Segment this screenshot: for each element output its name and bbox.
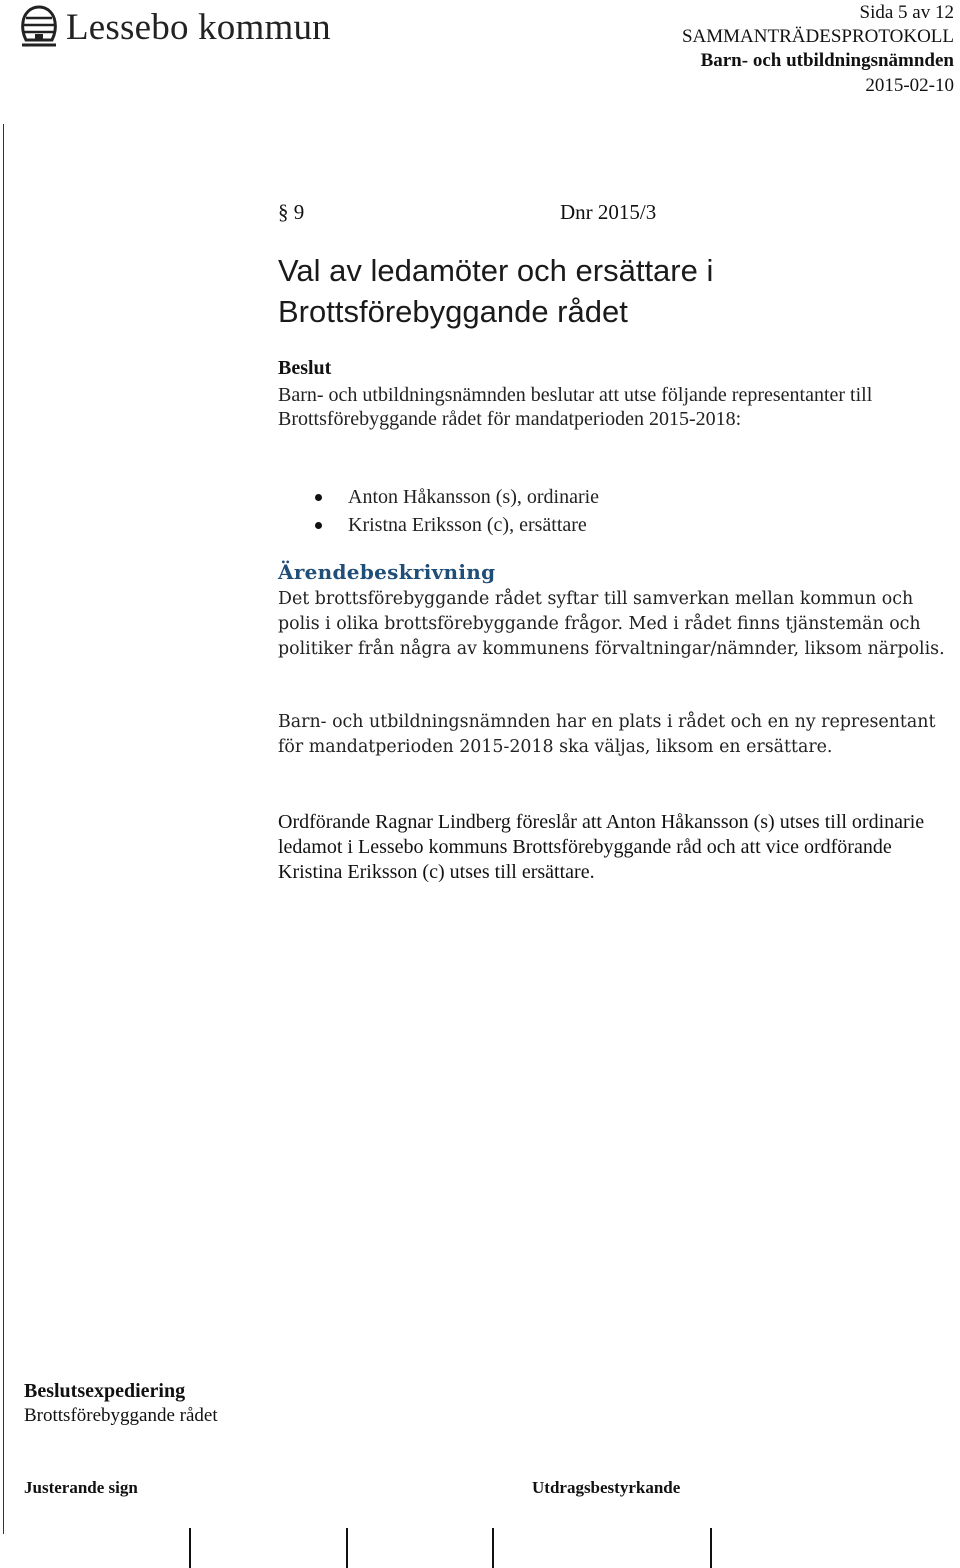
- beslut-heading: Beslut: [278, 357, 332, 379]
- bullet-icon: [315, 494, 322, 501]
- diary-number: Dnr 2015/3: [560, 200, 657, 224]
- signature-box-divider: [710, 1528, 712, 1568]
- section-title: Val av ledamöter och ersättare i Brottsförebyggande rådet: [278, 253, 714, 329]
- signature-box-divider: [346, 1528, 348, 1568]
- list-item: [278, 511, 599, 539]
- body-name: Barn- och utbildningsnämnden: [700, 50, 954, 71]
- org-name: Lessebo kommun: [66, 7, 331, 48]
- beslutsexpediering-heading: Beslutsexpediering: [24, 1380, 186, 1402]
- utdragsbestyrkande-label: Utdragsbestyrkande: [532, 1478, 681, 1497]
- municipality-logo: [18, 4, 378, 50]
- meeting-date: 2015-02-10: [865, 75, 954, 96]
- margin-rule: [3, 124, 4, 1534]
- justerande-sign-label: Justerande sign: [24, 1478, 138, 1497]
- beslutsexpediering-recipient: Brottsförebyggande rådet: [24, 1405, 218, 1426]
- description-paragraph: Det brottsförebyggande rådet syftar till samverkan mellan kommun och polis i olika brottsförebyggande frågor. Med i rådet finns tjänstemän och politiker från några av kommunens förvaltningar/nämnder, liksom närpolis.: [278, 589, 945, 659]
- description-paragraph: Barn- och utbildningsnämnden har en plats i rådet och en ny representant för mandatperioden 2015-2018 ska väljas, liksom en ersättare.: [278, 712, 936, 757]
- section-number: § 9: [278, 200, 305, 224]
- member-text: Kristna Eriksson (c), ersättare: [348, 514, 587, 536]
- beslut-text: Barn- och utbildningsnämnden beslutar att utse följande representanter till Brottsförebyggande rådet för mandatperioden 2015-2018:: [278, 384, 873, 430]
- list-item: [278, 483, 599, 511]
- bullet-icon: [315, 522, 322, 529]
- member-list: [278, 483, 599, 539]
- beehive-logo-icon: [18, 4, 60, 50]
- arendebeskrivning-heading: Ärendebeskrivning: [278, 560, 496, 584]
- member-text: Anton Håkansson (s), ordinarie: [348, 486, 600, 508]
- protocol-label: SAMMANTRÄDESPROTOKOLL: [681, 26, 954, 47]
- page-number: Sida 5 av 12: [859, 2, 954, 23]
- signature-box-divider: [492, 1528, 494, 1568]
- proposal-paragraph: Ordförande Ragnar Lindberg föreslår att Anton Håkansson (s) utses till ordinarie ledamot i Lessebo kommuns Brottsförebyggande råd och att vice ordförande Kristina Eriksson (c) utses till ersättare.: [278, 811, 925, 883]
- signature-box-divider: [189, 1528, 191, 1568]
